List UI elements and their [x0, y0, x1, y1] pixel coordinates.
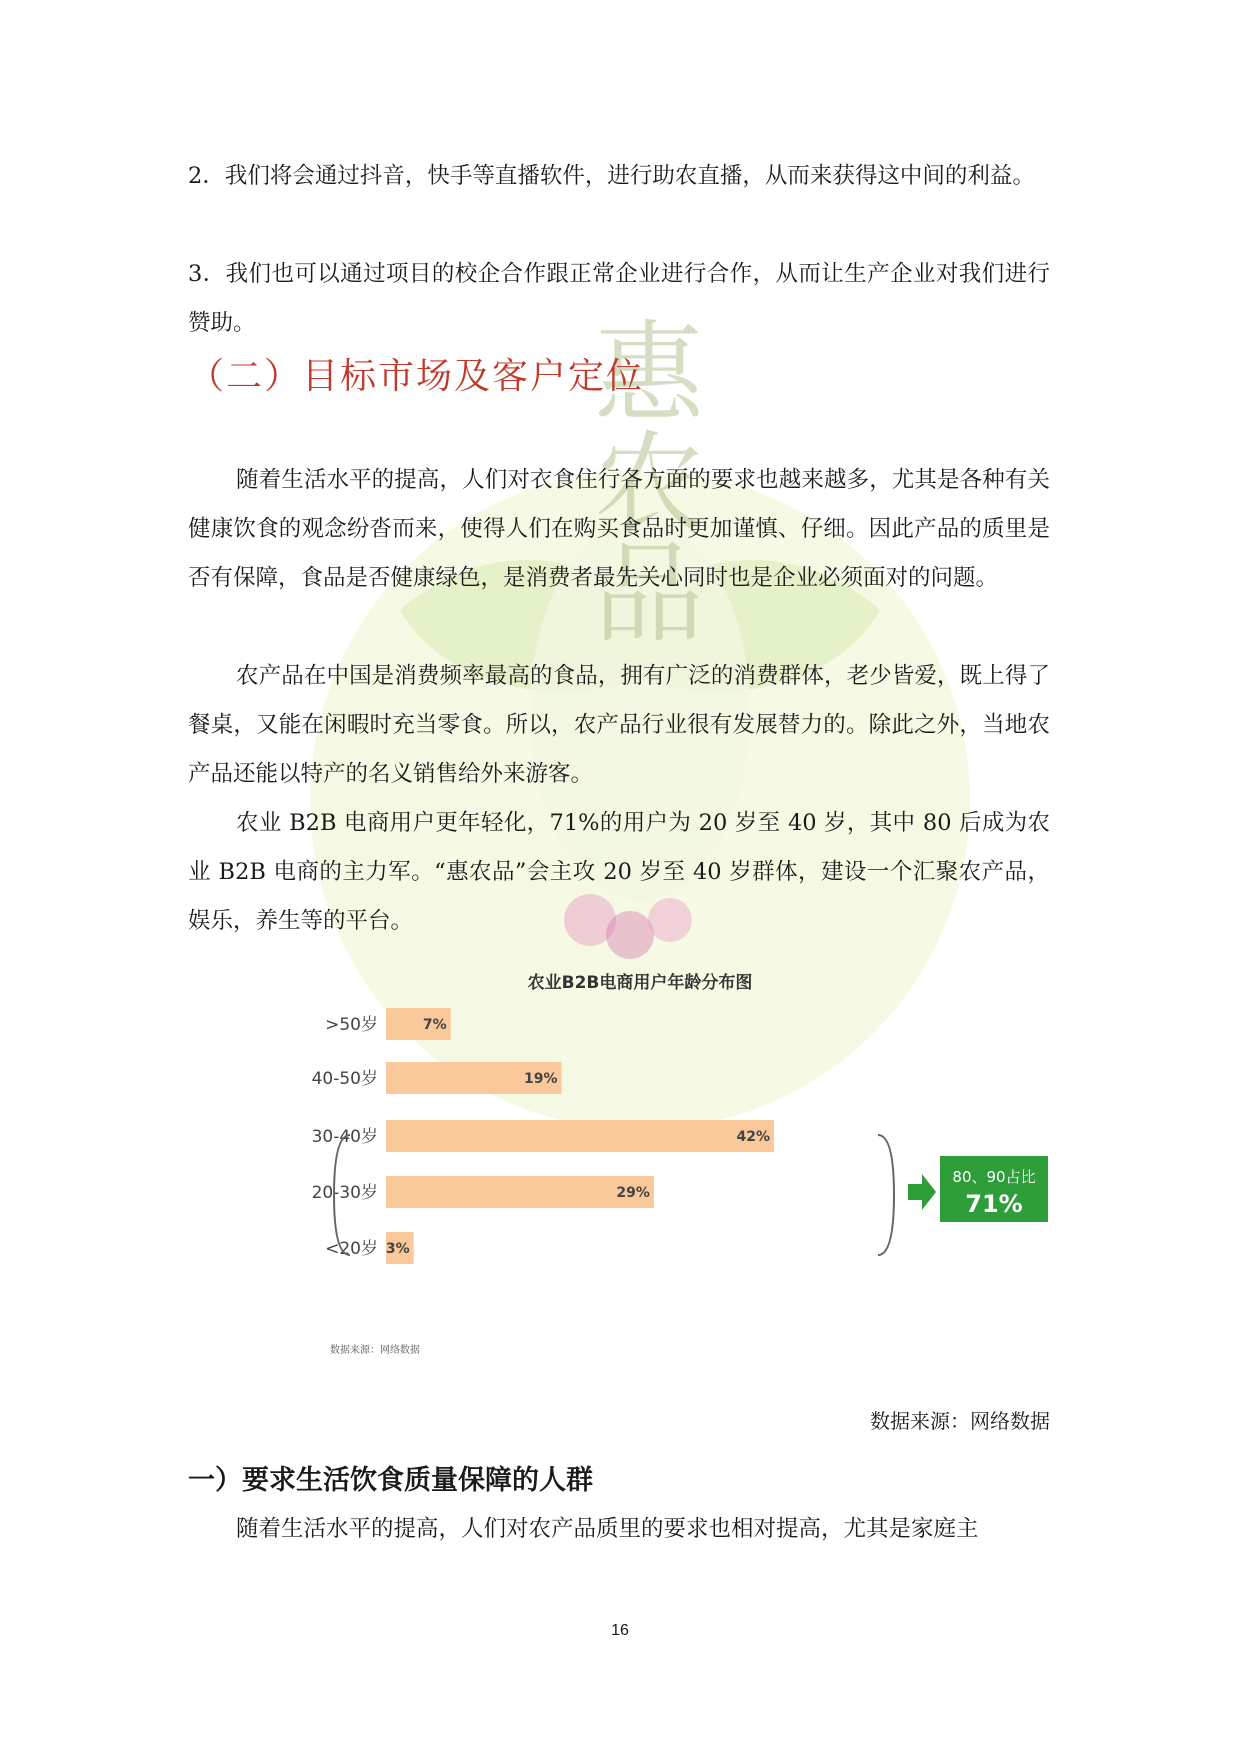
watermark-text: 惠农品	[576, 315, 704, 645]
value-label: 29%	[616, 1185, 650, 1201]
callout-value: 71%	[965, 1190, 1023, 1218]
bar	[386, 1176, 654, 1208]
paragraph-health: 随着生活水平的提高，人们对衣食住行各方面的要求也越来越多，尤其是各种有关健康饮食的观念纷沓而来，使得人们在购买食品时更加谨慎、仔细。因此产品的质里是否有保障，食品是否健康绿色，是消费者最先关心同时也是企业必须面对的问题。	[188, 467, 1050, 591]
value-label: 7%	[422, 1017, 447, 1033]
bar	[386, 1120, 774, 1152]
category-label: 20-30岁	[311, 1183, 378, 1203]
source-caption: 数据来源：网络数据	[870, 1409, 1050, 1433]
section-heading: （二）目标市场及客户定位	[188, 356, 645, 397]
paragraph-agri-products: 农产品在中国是消费频率最高的食品，拥有广泛的消费群体，老少皆爱，既上得了餐桌，又能在闲暇时充当零食。所以，农产品行业很有发展替力的。除此之外，当地农产品还能以特产的名义销售给外来游客。	[188, 663, 1050, 787]
value-label: 42%	[736, 1129, 770, 1145]
category-label: 30-40岁	[311, 1127, 378, 1147]
category-label: 40-50岁	[311, 1069, 378, 1089]
chart-source-note: 数据来源：网络数据	[330, 1345, 420, 1356]
category-label: <20岁	[325, 1239, 378, 1259]
chart-title: 农业B2B电商用户年龄分布图	[527, 973, 753, 993]
right-bracket	[878, 1135, 894, 1255]
category-label: >50岁	[325, 1015, 378, 1035]
callout-label: 80、90占比	[952, 1168, 1036, 1186]
subsection-heading: 一）要求生活饮食质量保障的人群	[188, 1465, 593, 1496]
page-number: 16	[611, 1622, 629, 1639]
value-label: 19%	[524, 1071, 558, 1087]
age-distribution-chart	[311, 960, 1070, 1360]
arrow-right-icon	[908, 1174, 936, 1210]
paragraph-item-2: 2．我们将会通过抖音，快手等直播软件，进行助农直播，从而来获得这中间的利益。	[188, 163, 1035, 189]
paragraph-item-3: 3．我们也可以通过项目的校企合作跟正常企业进行合作，从而让生产企业对我们进行赞助。	[188, 261, 1050, 336]
paragraph-b2b-users: 农业 B2B 电商用户更年轻化，71%的用户为 20 岁至 40 岁，其中 80 后成为农业 B2B 电商的主力军。“惠农品”会主攻 20 岁至 40 岁群体，建设一个汇聚农产品，娱乐，养生等的平台。	[188, 810, 1050, 934]
paragraph-quality: 随着生活水平的提高，人们对农产品质里的要求也相对提高，尤其是家庭主	[236, 1516, 979, 1542]
value-label: 3%	[385, 1241, 410, 1257]
